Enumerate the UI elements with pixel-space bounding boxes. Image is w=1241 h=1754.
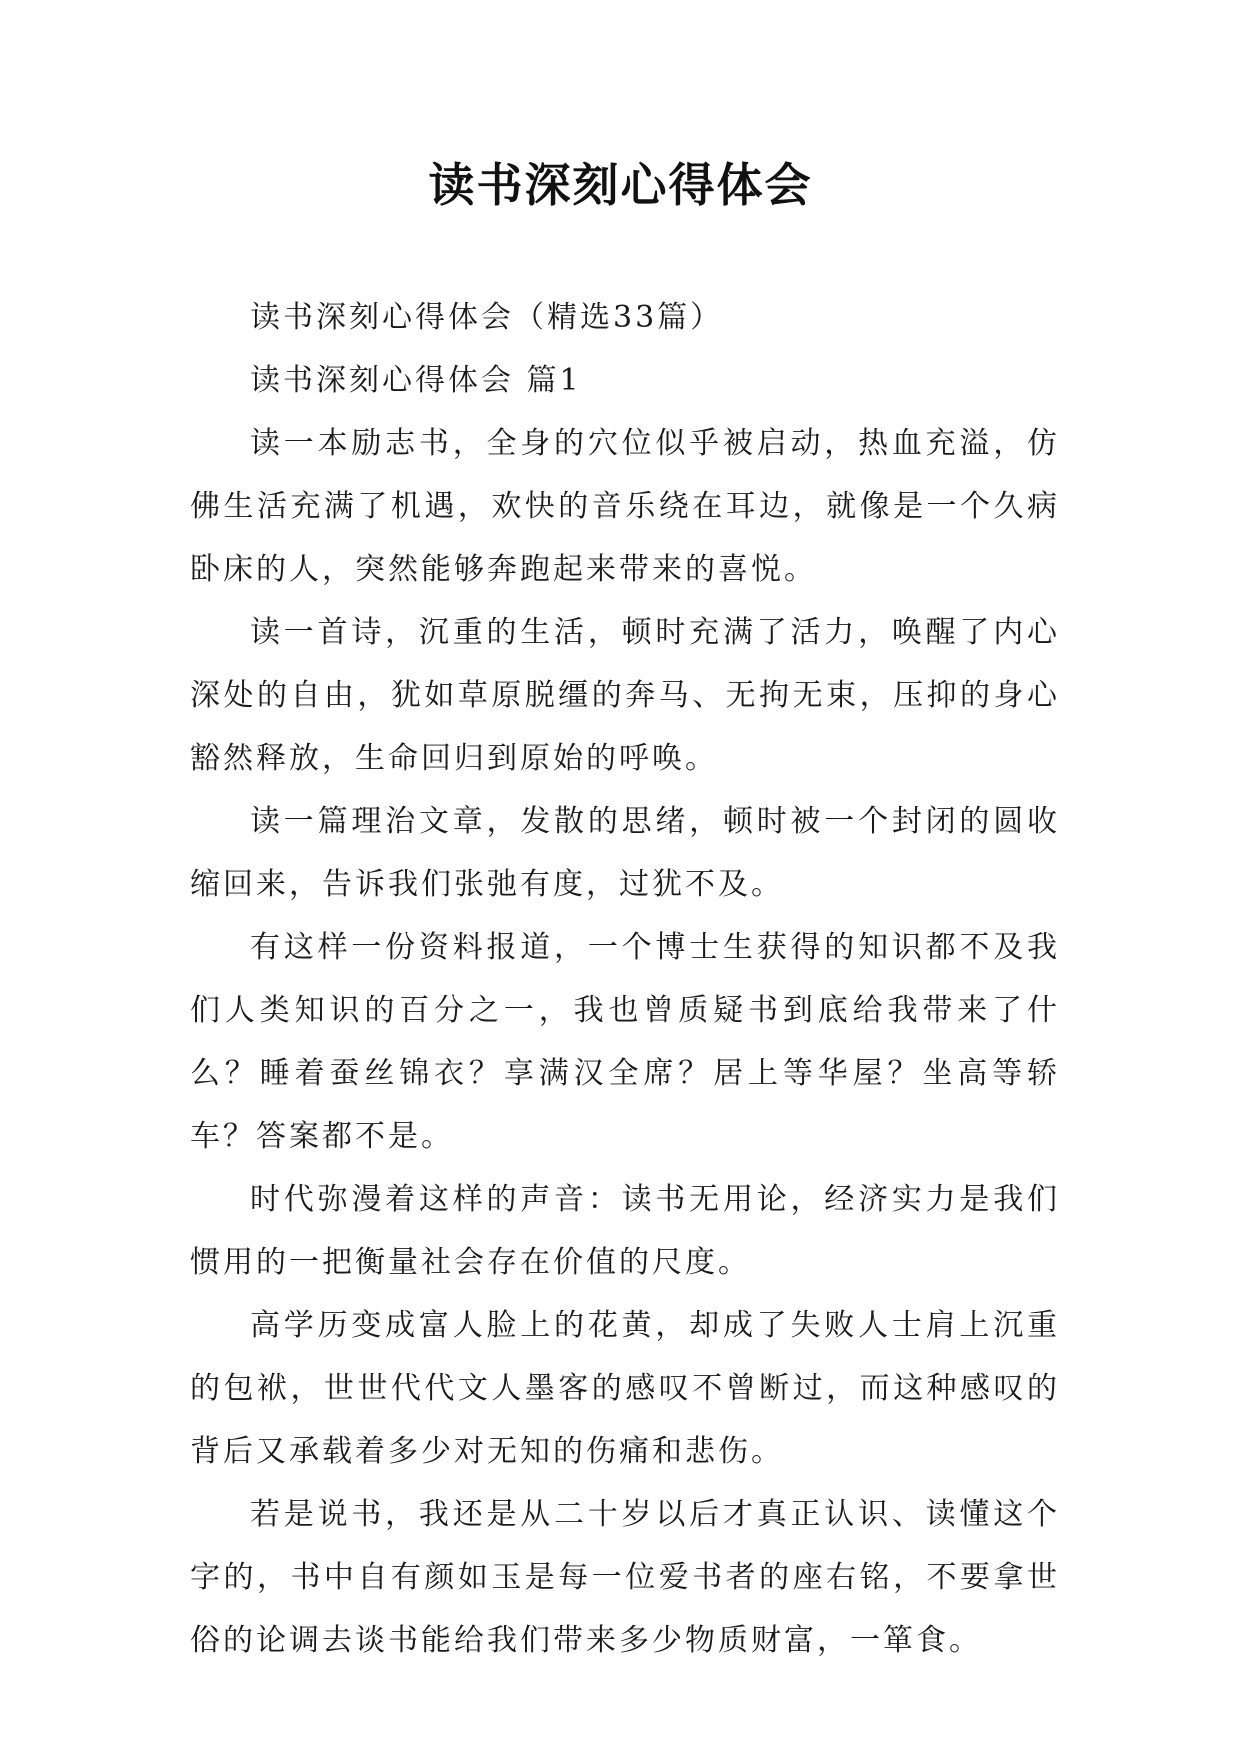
document-body <box>190 286 1060 1672</box>
paragraph: 读一本励志书，全身的穴位似乎被启动，热血充溢，仿佛生活充满了机遇，欢快的音乐绕在耳边，就像是一个久病卧床的人，突然能够奔跑起来带来的喜悦。 <box>190 426 1060 587</box>
paragraph: 高学历变成富人脸上的花黄，却成了失败人士肩上沉重的包袱，世世代代文人墨客的感叹不曾断过，而这种感叹的背后又承载着多少对无知的伤痛和悲伤。 <box>190 1308 1060 1469</box>
paragraph: 有这样一份资料报道，一个博士生获得的知识都不及我们人类知识的百分之一，我也曾质疑书到底给我带来了什么？睡着蚕丝锦衣？享满汉全席？居上等华屋？坐高等轿车？答案都不是。 <box>190 930 1060 1154</box>
document-title: 读书深刻心得体会 <box>428 158 813 212</box>
paragraph: 若是说书，我还是从二十岁以后才真正认识、读懂这个字的，书中自有颜如玉是每一位爱书者的座右铭，不要拿世俗的论调去谈书能给我们带来多少物质财富，一箪食。 <box>190 1497 1060 1658</box>
paragraph-subtitle: 读书深刻心得体会（精选33篇） <box>250 300 724 335</box>
paragraph: 时代弥漫着这样的声音：读书无用论，经济实力是我们惯用的一把衡量社会存在价值的尺度。 <box>190 1182 1060 1280</box>
paragraph: 读一首诗，沉重的生活，顿时充满了活力，唤醒了内心深处的自由，犹如草原脱缰的奔马、无拘无束，压抑的身心豁然释放，生命回归到原始的呼唤。 <box>190 615 1060 776</box>
paragraph-section-heading: 读书深刻心得体会 篇1 <box>250 363 582 398</box>
paragraph: 读一篇理治文章，发散的思绪，顿时被一个封闭的圆收缩回来，告诉我们张弛有度，过犹不及。 <box>190 804 1060 902</box>
